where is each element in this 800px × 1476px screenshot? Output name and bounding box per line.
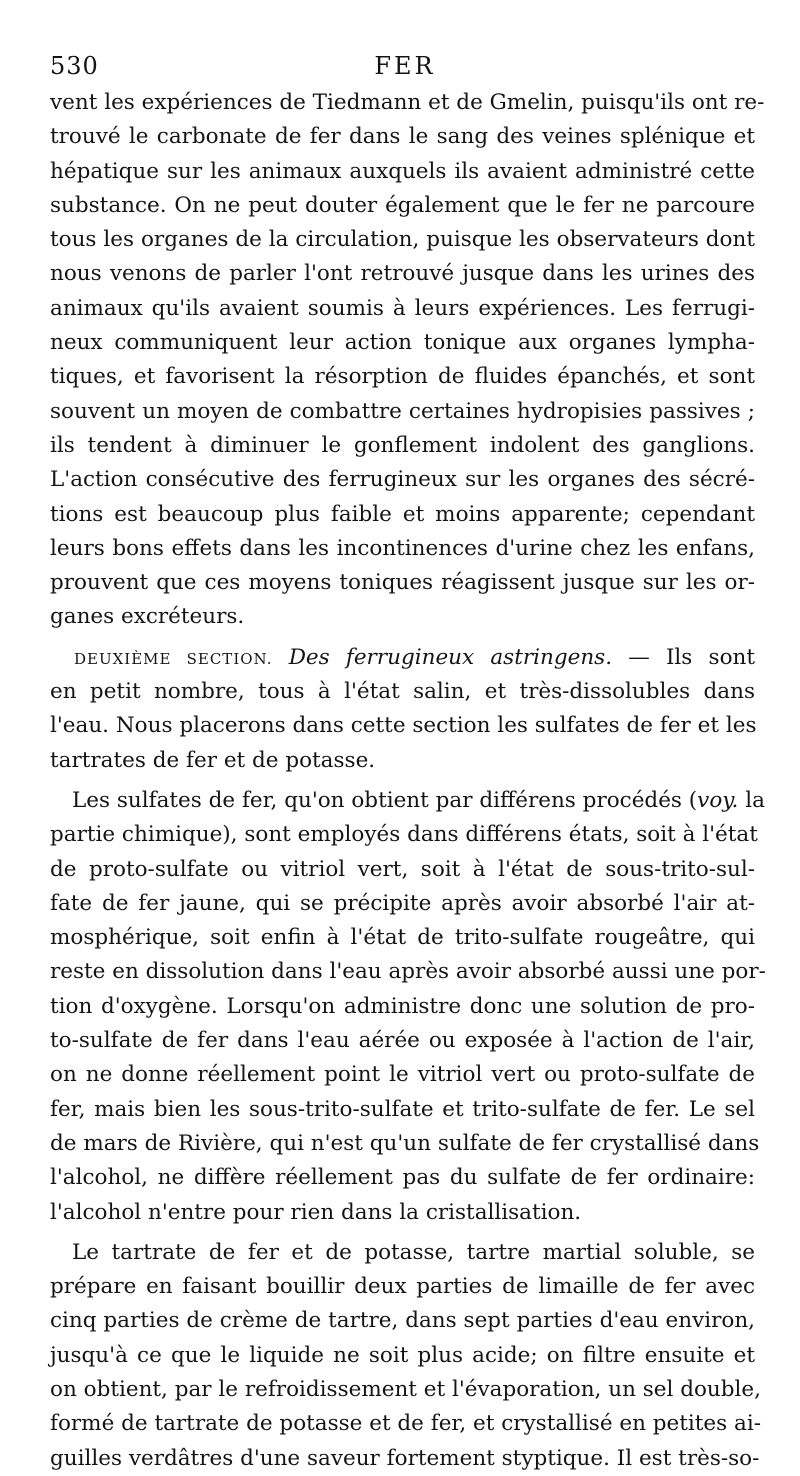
text-line: ganes excréteurs.	[50, 604, 245, 630]
body-text	[50, 86, 766, 1476]
section-paragraph	[50, 641, 755, 778]
running-head: FER	[374, 52, 436, 80]
text-line: prépare en faisant bouillir deux parties de limaille de fer avec	[50, 1274, 755, 1300]
text-line: substance. On ne peut douter également que le fer ne parcoure	[50, 192, 755, 218]
text-line: leurs bons effets dans les incontinences d'urine chez les enfans,	[50, 535, 755, 561]
text-line: reste en dissolution dans l'eau après avoir absorbé aussi une por-	[50, 959, 766, 985]
text-line: prouvent que ces moyens toniques réagissent jusque sur les or-	[50, 570, 755, 596]
text-line: de proto-sulfate ou vitriol vert, soit à l'état de sous-trito-sul-	[50, 856, 755, 882]
text-line: vent les expériences de Tiedmann et de Gmelin, puisqu'ils ont re-	[50, 90, 765, 115]
section-heading-tail: — Ils sont	[612, 644, 756, 670]
text-line: l'alcohol, ne diffère réellement pas du sulfate de fer ordinaire:	[50, 1165, 755, 1191]
text-line: on obtient, par le refroidissement et l'évaporation, un sel double,	[50, 1376, 761, 1402]
section-label: DEUXIÈME SECTION.	[74, 649, 273, 668]
text-line: L'action consécutive des ferrugineux sur les organes des sécré-	[50, 467, 755, 493]
text-line: neux communiquent leur action tonique aux organes lympha-	[50, 330, 755, 356]
abbreviation-voy: voy.	[697, 787, 739, 813]
text-line: fer, mais bien les sous-trito-sulfate et trito-sulfate de fer. Le sel	[50, 1096, 755, 1122]
text-line: de mars de Rivière, qui n'est qu'un sulfate de fer crystallisé dans	[50, 1130, 760, 1156]
text-line: nous venons de parler l'ont retrouvé jusque dans les urines des	[50, 261, 755, 287]
text-line: animaux qu'ils avaient soumis à leurs expériences. Les ferrugi-	[50, 295, 755, 321]
text-line: guilles verdâtres d'une saveur fortement styptique. Il est très-so-	[50, 1445, 760, 1471]
text-line: l'alcohol n'entre pour rien dans la cristallisation.	[50, 1199, 582, 1225]
text-line: fate de fer jaune, qui se précipite après avoir absorbé l'air at-	[50, 890, 755, 916]
section-title: Des ferrugineux astringens.	[288, 644, 613, 670]
text-line: to-sulfate de fer dans l'eau aérée ou exposée à l'action de l'air,	[50, 1028, 755, 1054]
paragraph-tartrate	[50, 1236, 761, 1476]
text-line: hépatique sur les animaux auxquels ils avaient administré cette	[50, 158, 755, 184]
paragraph-sulfates	[50, 784, 766, 1230]
text-line: l'eau. Nous placerons dans cette section les sulfates de fer et les	[50, 713, 757, 739]
page-number: 530	[50, 52, 99, 80]
text-line	[50, 784, 765, 818]
text-line: jusqu'à ce que le liquide ne soit plus acide; on filtre ensuite et	[50, 1342, 755, 1368]
text-line: partie chimique), sont employés dans différens états, soit à l'état	[50, 822, 758, 848]
text-line: tion d'oxygène. Lorsqu'on administre donc une solution de pro-	[50, 993, 755, 1019]
text-line: Le tartrate de fer et de potasse, tartre martial soluble, se	[72, 1239, 755, 1265]
text-span: la	[738, 787, 765, 813]
text-line: tiques, et favorisent la résorption de fluides épanchés, et sont	[50, 364, 755, 390]
text-line: ils tendent à diminuer le gonflement indolent des ganglions.	[50, 432, 755, 458]
section-heading-line	[50, 641, 755, 675]
text-span: Les sulfates de fer, qu'on obtient par différens procédés (	[72, 787, 698, 813]
page-header	[50, 52, 760, 88]
text-line: souvent un moyen de combattre certaines hydropisies passives ;	[50, 398, 755, 424]
paragraph-continued	[50, 86, 765, 635]
text-line: trouvé le carbonate de fer dans le sang des veines splénique et	[50, 124, 755, 150]
text-line: cinq parties de crème de tartre, dans sept parties d'eau environ,	[50, 1308, 755, 1334]
text-line: tartrates de fer et de potasse.	[50, 747, 376, 773]
text-line: tions est beaucoup plus faible et moins apparente; cependant	[50, 501, 755, 527]
text-line: en petit nombre, tous à l'état salin, et très-dissolubles dans	[50, 679, 755, 705]
text-line: tous les organes de la circulation, puisque les observateurs dont	[50, 227, 755, 253]
text-line: on ne donne réellement point le vitriol vert ou proto-sulfate de	[50, 1062, 755, 1088]
text-line: mosphérique, soit enfin à l'état de trito-sulfate rougeâtre, qui	[50, 925, 755, 951]
text-line: formé de tartrate de potasse et de fer, et crystallisé en petites ai-	[50, 1411, 761, 1437]
